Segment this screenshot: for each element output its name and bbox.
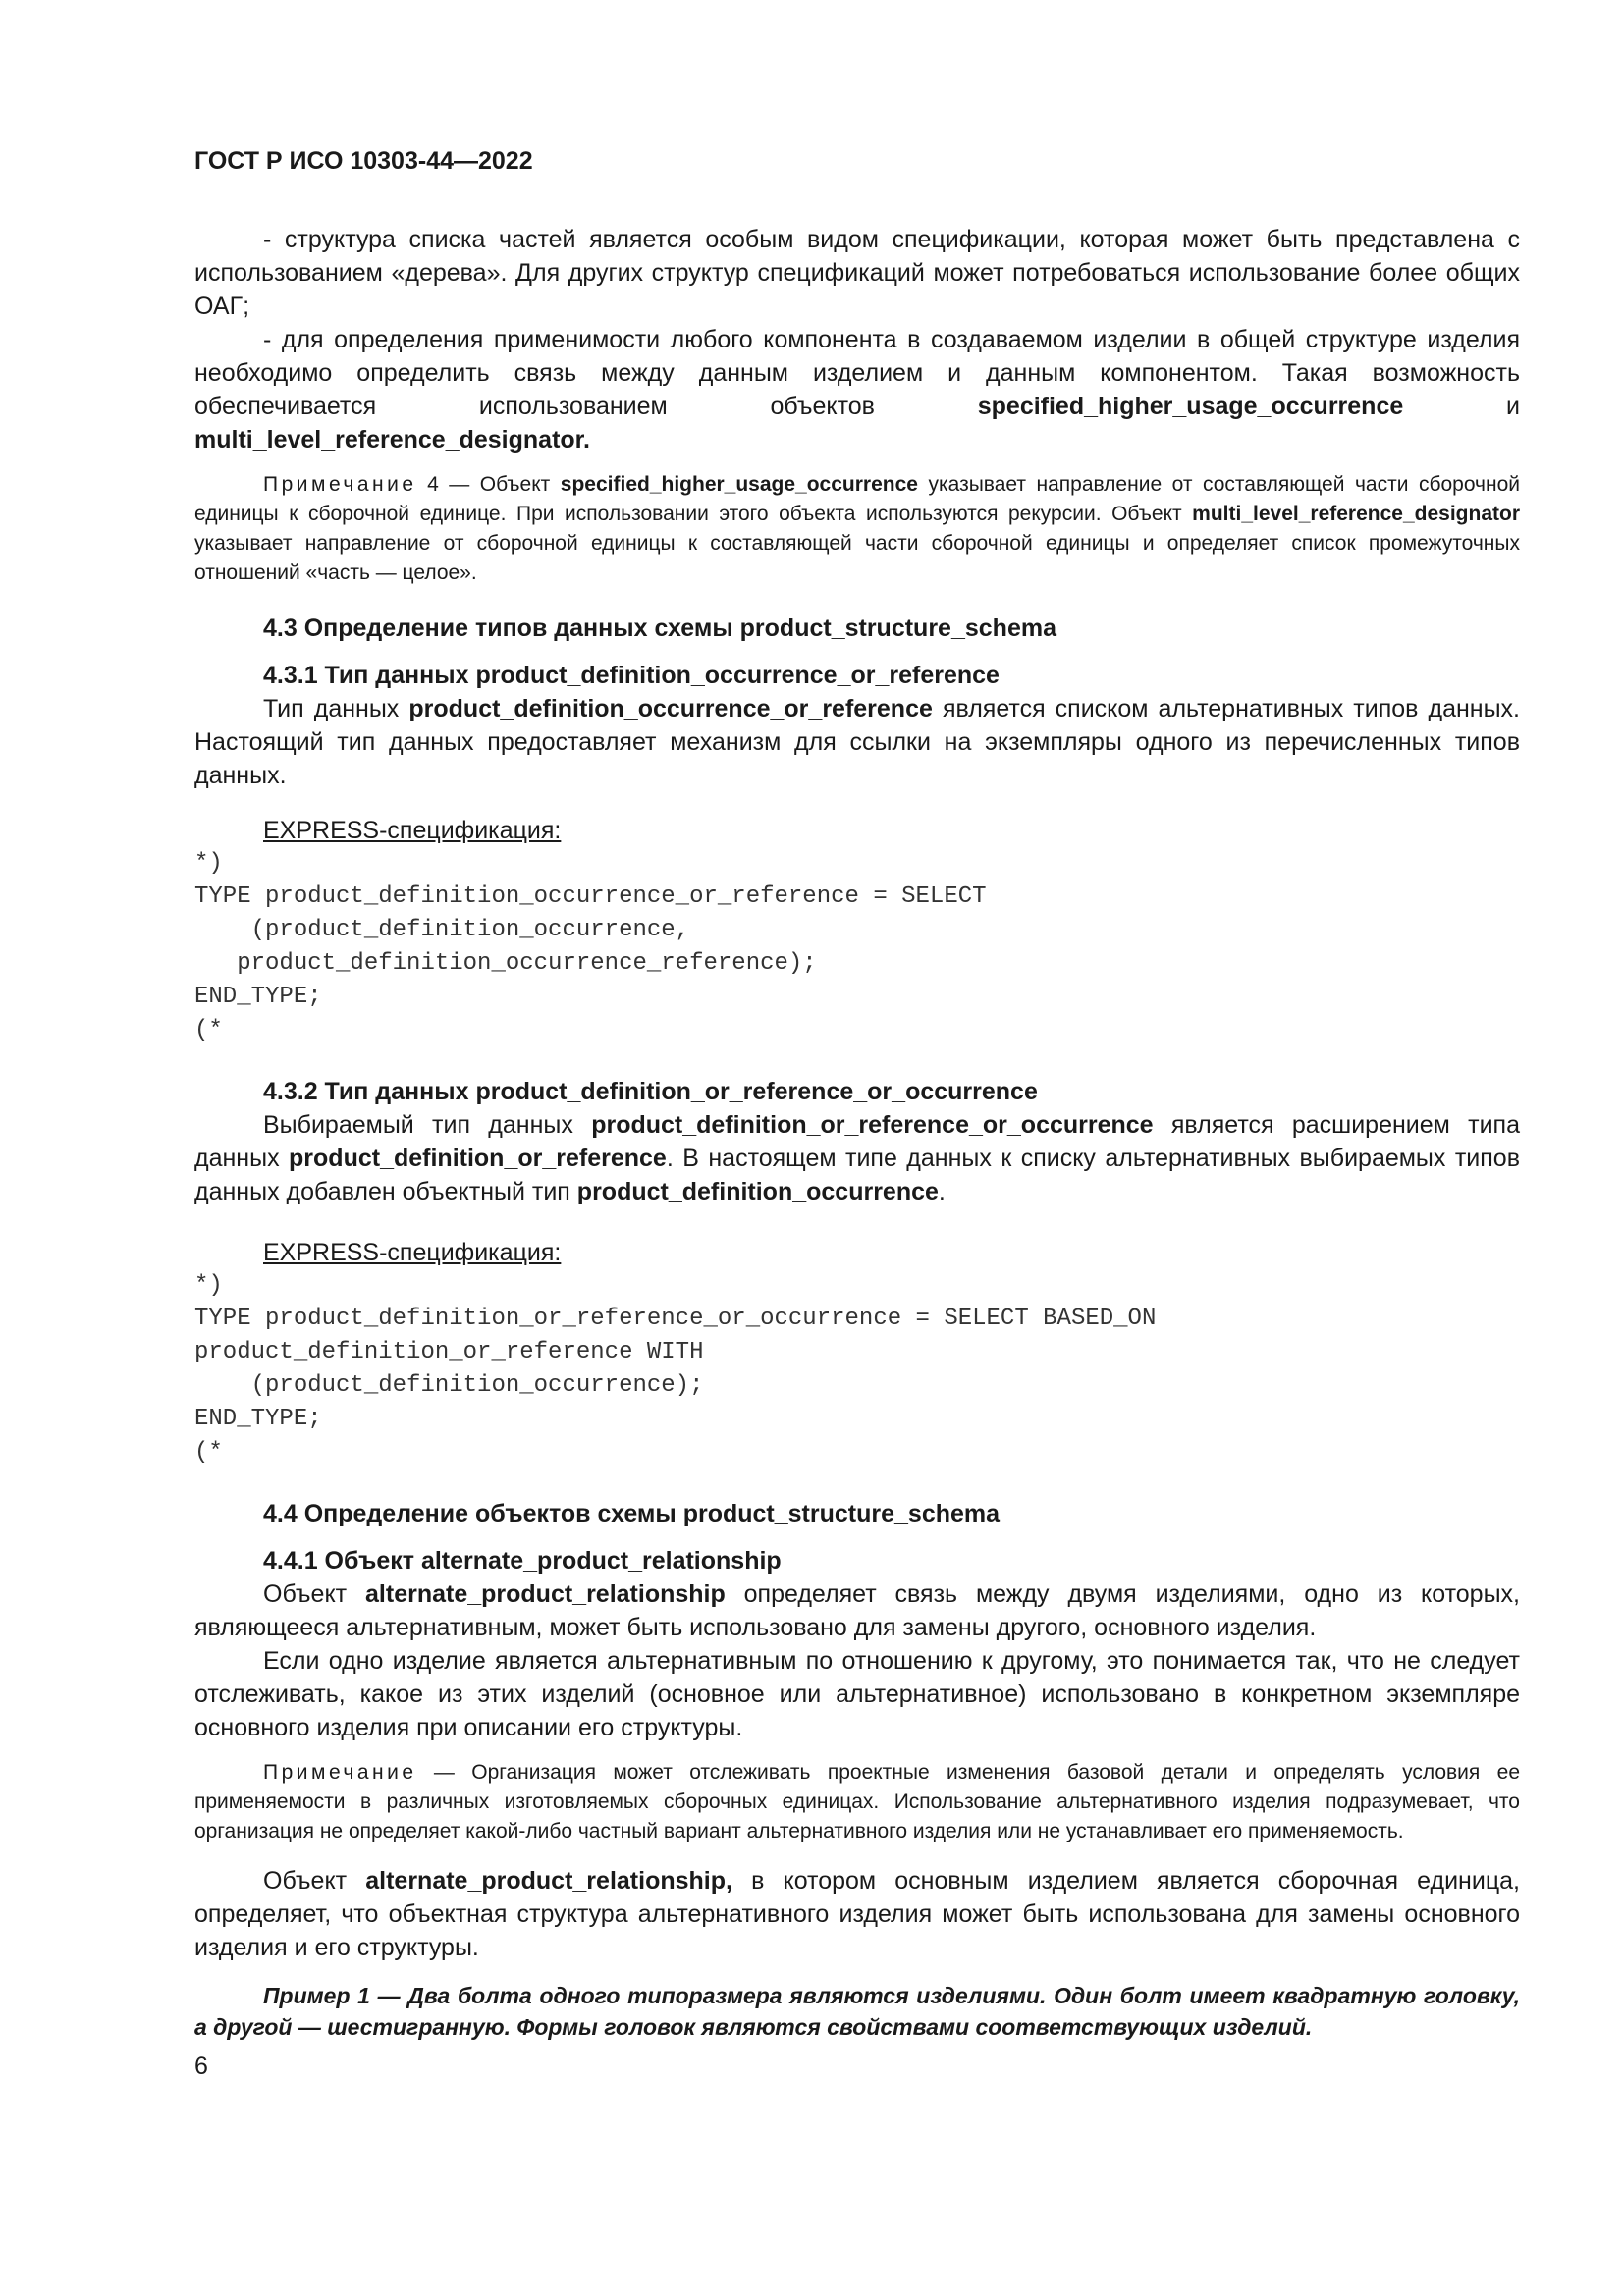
note-4: Примечание 4 — Объект specified_higher_usage_occurrence указывает направление от составляющей части сборочной единицы к сборочной единице. При использовании этого объекта используются рекурсии. Объект multi_level_reference_designator указывает направление от сборочной единицы к составляющей части сборочной единицы и определяет список промежуточных отношений «часть — целое». — [194, 473, 1520, 584]
example-1: Пример 1 — Два болта одного типоразмера являются изделиями. Один болт имеет квадратную головку, а другой — шестигранную. Формы головок являются свойствами соответствующих изделий. — [194, 1983, 1520, 2040]
note-alternate: Примечание — Организация может отслеживать проектные изменения базовой детали и определять условия ее применяемости в различных изготовляемых сборочных единицах. Использование альтернативного изделия подразумевает, что организация не определяет какой-либо частный вариант альтернативного изделия или не устанавливает его применяемость. — [194, 1761, 1520, 1842]
code-block-1: *) TYPE product_definition_occurrence_or_reference = SELECT (product_definition_occurrence, product_definition_occurrence_reference); END_TYPE; (* — [194, 850, 987, 1043]
paragraph-4-4-1-b: Если одно изделие является альтернативным по отношению к другому, это понимается так, что не следует отслеживать, какое из этих изделий (основное или альтернативное) использовано в конкретном экземпляре основного изделия при описании его структуры. — [194, 1647, 1520, 1741]
heading-4-4-1: 4.4.1 Объект alternate_product_relationship — [263, 1547, 782, 1575]
heading-4-3-1: 4.3.1 Тип данных product_definition_occurrence_or_reference — [263, 662, 1000, 689]
page-number: 6 — [194, 2053, 208, 2080]
paragraph-4-4-1-c: Объект alternate_product_relationship, в котором основным изделием является сборочная единица, определяет, что объектная структура альтернативного изделия может быть использована для замены основного изделия и его структуры. — [194, 1867, 1520, 1961]
heading-4-4: 4.4 Определение объектов схемы product_structure_schema — [263, 1500, 1001, 1527]
heading-4-3-2: 4.3.2 Тип данных product_definition_or_reference_or_occurrence — [263, 1078, 1038, 1105]
paragraph-tree-structure: - структура списка частей является особым видом спецификации, которая может быть представлена с использованием «дерева». Для других структур спецификаций может потребоваться использование более общих ОАГ; — [194, 226, 1520, 320]
document-page — [194, 147, 1520, 2081]
paragraph-component-applicability: - для определения применимости любого компонента в создаваемом изделии в общей структуре изделия необходимо определить связь между данным изделием и данным компонентом. Такая возможность обеспечивается использованием объектов specified_higher_usage_occurrence и multi_level_reference_designator. — [194, 326, 1520, 454]
express-label-2: EXPRESS-спецификация: — [263, 1239, 562, 1266]
express-label-1: EXPRESS-спецификация: — [263, 817, 562, 844]
code-block-2: *) TYPE product_definition_or_reference_or_occurrence = SELECT BASED_ON product_definition_or_reference WITH (product_definition_occurrence); END_TYPE; (* — [194, 1272, 1157, 1466]
paragraph-4-3-2: Выбираемый тип данных product_definition_or_reference_or_occurrence является расширением типа данных product_definition_or_reference. В настоящем типе данных к списку альтернативных выбираемых типов данных добавлен объектный тип product_definition_occurrence. — [194, 1111, 1520, 1205]
paragraph-4-4-1-a: Объект alternate_product_relationship определяет связь между двумя изделиями, одно из которых, являющееся альтернативным, может быть использовано для замены другого, основного изделия. — [194, 1580, 1520, 1641]
document-header: ГОСТ Р ИСО 10303-44—2022 — [194, 147, 533, 175]
heading-4-3: 4.3 Определение типов данных схемы product_structure_schema — [263, 614, 1056, 642]
paragraph-4-3-1: Тип данных product_definition_occurrence_or_reference является списком альтернативных типов данных. Настоящий тип данных предоставляет механизм для ссылки на экземпляры одного из перечисленных типов данных. — [194, 695, 1521, 789]
